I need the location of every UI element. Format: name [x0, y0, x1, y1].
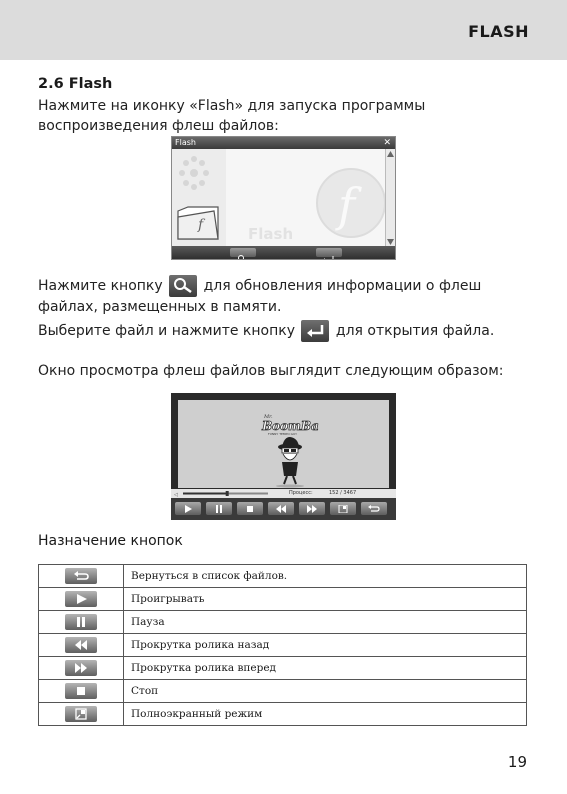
flash-scrollbar[interactable] [385, 149, 395, 247]
legend-text: Стоп [124, 680, 527, 703]
close-icon[interactable]: ✕ [383, 138, 391, 148]
header-title: FLASH [468, 22, 529, 41]
intro-line-1: Нажмите на иконку «Flash» для запуска программы [38, 98, 426, 114]
open-text-after: для открытия файла. [335, 323, 495, 339]
mr-boomba-character [178, 400, 389, 488]
logo-small: Mr. [264, 414, 273, 420]
svg-text:f: f [338, 178, 356, 232]
flash-app-window [171, 136, 396, 260]
flash-toolbar [172, 246, 395, 259]
legend-text: Прокрутка ролика вперед [124, 657, 527, 680]
play-icon [65, 591, 97, 607]
stop-icon [245, 505, 255, 513]
flash-titlebar [172, 137, 395, 149]
refresh-button[interactable] [230, 248, 256, 257]
progress-value: 152 / 3467 [329, 490, 357, 496]
play-icon [183, 505, 193, 513]
table-row [39, 657, 527, 680]
table-row [39, 680, 527, 703]
rewind-icon [275, 505, 287, 513]
legend-text: Вернуться в список файлов. [124, 565, 527, 588]
return-icon [65, 568, 97, 584]
pause-icon [65, 614, 97, 630]
enter-icon [316, 254, 342, 260]
refresh-text-after: для обновления информации о флеш [203, 278, 482, 294]
fullscreen-button[interactable] [330, 502, 356, 515]
legend-text: Проигрывать [124, 588, 527, 611]
svg-text:◁: ◁ [174, 492, 178, 498]
page-number: 19 [507, 753, 527, 771]
return-button[interactable] [361, 502, 387, 515]
table-row [39, 611, 527, 634]
search-icon [169, 275, 197, 297]
progress-bar[interactable] [171, 489, 396, 498]
flash-folder-graphic [172, 149, 226, 247]
pause-button[interactable] [206, 502, 232, 515]
return-icon [368, 505, 380, 513]
stop-icon [65, 683, 97, 699]
player-video-area [178, 400, 389, 488]
player-controls [171, 498, 396, 520]
table-row [39, 565, 527, 588]
flash-file-pane [172, 149, 226, 247]
intro-line-2: воспроизведения флеш файлов: [38, 118, 279, 134]
flash-main-area [226, 149, 387, 247]
play-button[interactable] [175, 502, 201, 515]
buttons-section-title: Назначение кнопок [38, 533, 183, 549]
page-header [0, 0, 567, 60]
open-instruction [38, 320, 494, 342]
legend-text: Полноэкранный режим [124, 703, 527, 726]
rewind-icon [65, 637, 97, 653]
fast-forward-icon [65, 660, 97, 676]
table-row [39, 588, 527, 611]
section-title: 2.6 Flash [38, 76, 113, 92]
legend-text: Прокрутка ролика назад [124, 634, 527, 657]
table-row [39, 703, 527, 726]
refresh-text-before: Нажмите кнопку [38, 278, 163, 294]
flash-window-title: Flash [175, 138, 196, 147]
refresh-instruction [38, 275, 481, 317]
flash-player-window [171, 393, 396, 520]
logo-main: BoomBa [262, 419, 319, 433]
fast-forward-icon [306, 505, 318, 513]
legend-text: Пауза [124, 611, 527, 634]
fullscreen-icon [65, 706, 97, 722]
scroll-arrows [386, 149, 395, 247]
search-icon [230, 254, 256, 260]
open-file-button[interactable] [316, 248, 342, 257]
flash-watermark-text: Flash [248, 225, 294, 243]
pause-icon [214, 505, 224, 513]
stop-button[interactable] [237, 502, 263, 515]
refresh-text-line2: файлах, размещенных в памяти. [38, 299, 282, 315]
logo-tag: FUNNY TEMPO GUY [268, 432, 297, 436]
open-text-before: Выберите файл и нажмите кнопку [38, 323, 295, 339]
progress-label: Процесс: [289, 490, 313, 496]
rewind-button[interactable] [268, 502, 294, 515]
table-row [39, 634, 527, 657]
fast-forward-button[interactable] [299, 502, 325, 515]
svg-text:f: f [198, 217, 204, 233]
fullscreen-icon [338, 505, 348, 513]
intro-text [38, 96, 425, 136]
player-status-bar [171, 489, 396, 498]
viewer-intro: Окно просмотра флеш файлов выглядит следующим образом: [38, 363, 504, 379]
enter-icon [301, 320, 329, 342]
buttons-legend-table [38, 564, 527, 726]
